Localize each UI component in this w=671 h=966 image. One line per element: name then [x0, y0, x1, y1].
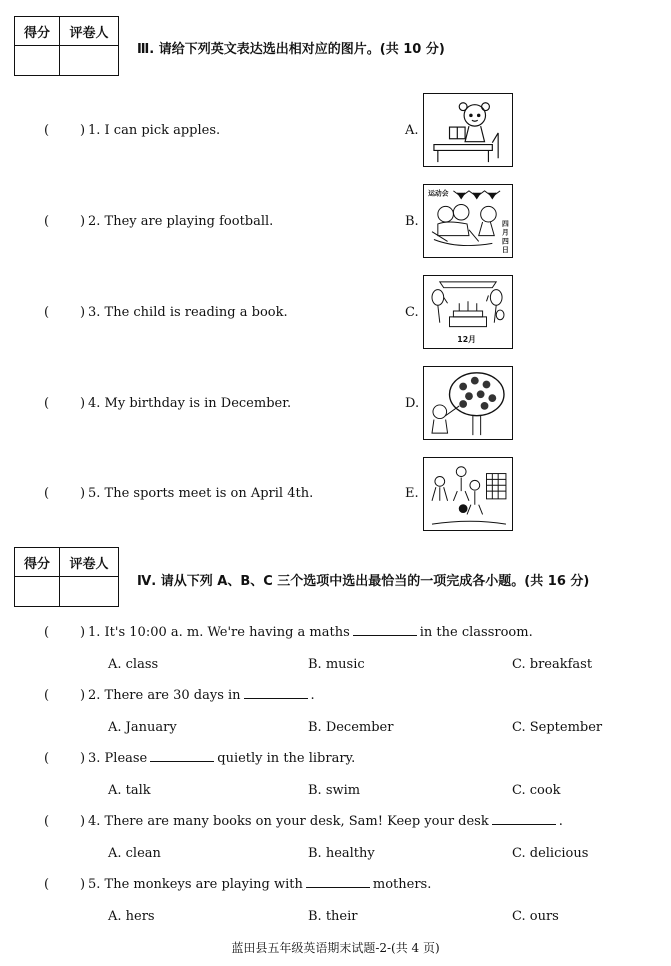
picture-b [423, 184, 513, 258]
picture-letter-e: E. [405, 486, 419, 501]
child-reading-book-icon [424, 94, 512, 166]
answer-bracket[interactable]: ( ) [44, 123, 86, 138]
picture-c [423, 275, 513, 349]
sports-meet-calendar-icon [424, 185, 512, 257]
date-char-4: 日 [502, 246, 509, 255]
item-text: 2. They are playing football. [88, 214, 274, 229]
picture-e [423, 457, 513, 531]
grader-cell[interactable] [60, 577, 119, 607]
match-item-3 [44, 305, 288, 320]
score-table-section3 [14, 16, 119, 76]
option-5b[interactable]: B. their [308, 909, 358, 924]
match-item-2 [44, 214, 273, 229]
answer-bracket[interactable]: ( ) [44, 486, 86, 501]
item-text: 3. The child is reading a book. [88, 305, 288, 320]
question-4: ( ) 4. There are many books on your desk, Sam! Keep your desk . [44, 814, 563, 829]
picture-letter-d: D. [405, 396, 420, 411]
score-cell[interactable] [15, 577, 60, 607]
picture-a [423, 93, 513, 167]
section4-title: Ⅳ. 请从下列 A、B、C 三个选项中选出最恰当的一项完成各小题。(共 16 分) [137, 574, 590, 589]
question-5: ( ) 5. The monkeys are playing with mothers. [44, 877, 432, 892]
answer-bracket[interactable]: ( ) [44, 305, 86, 320]
section3-title: Ⅲ. 请给下列英文表达选出相对应的图片。(共 10 分) [137, 42, 445, 57]
option-1c[interactable]: C. breakfast [512, 657, 593, 672]
question-1: ( ) 1. It's 10:00 a. m. We're having a maths in the classroom. [44, 625, 533, 640]
answer-blank[interactable] [306, 877, 370, 888]
option-2b[interactable]: B. December [308, 720, 394, 735]
answer-blank[interactable] [150, 751, 214, 762]
picture-letter-b: B. [405, 214, 419, 229]
question-2: ( ) 2. There are 30 days in . [44, 688, 315, 703]
score-table-section4 [14, 547, 119, 607]
option-3b[interactable]: B. swim [308, 783, 361, 798]
answer-bracket[interactable]: ( ) [44, 396, 86, 411]
sports-meet-caption: 运动会 [428, 189, 449, 198]
option-3c[interactable]: C. cook [512, 783, 561, 798]
picture-letter-c: C. [405, 305, 419, 320]
answer-bracket[interactable]: ( ) [44, 814, 86, 829]
score-label: 得分 [15, 548, 60, 577]
option-4b[interactable]: B. healthy [308, 846, 375, 861]
children-playing-football-icon [424, 458, 512, 530]
grader-cell[interactable] [60, 46, 119, 76]
match-item-5 [44, 486, 313, 501]
option-3a[interactable]: A. talk [108, 783, 151, 798]
month-caption: 12月 [457, 335, 476, 345]
option-4a[interactable]: A. clean [108, 846, 161, 861]
page-footer: 蓝田县五年级英语期末试题-2-(共 4 页) [231, 941, 440, 955]
question-3: ( ) 3. Please quietly in the library. [44, 751, 356, 766]
answer-blank[interactable] [244, 688, 308, 699]
item-text: 1. I can pick apples. [88, 123, 221, 138]
option-2c[interactable]: C. September [512, 720, 603, 735]
match-item-4 [44, 396, 291, 411]
answer-bracket[interactable]: ( ) [44, 625, 86, 640]
option-1b[interactable]: B. music [308, 657, 365, 672]
grader-label: 评卷人 [60, 17, 119, 46]
answer-bracket[interactable]: ( ) [44, 877, 86, 892]
answer-blank[interactable] [492, 814, 556, 825]
birthday-cake-icon [424, 276, 512, 348]
apple-tree-picking-icon [424, 367, 512, 439]
score-cell[interactable] [15, 46, 60, 76]
date-char-1: 四 [502, 219, 509, 228]
score-label: 得分 [15, 17, 60, 46]
answer-bracket[interactable]: ( ) [44, 751, 86, 766]
option-5c[interactable]: C. ours [512, 909, 559, 924]
date-char-3: 四 [502, 237, 509, 246]
answer-bracket[interactable]: ( ) [44, 688, 86, 703]
grader-label: 评卷人 [60, 548, 119, 577]
option-2a[interactable]: A. January [108, 720, 177, 735]
option-1a[interactable]: A. class [108, 657, 159, 672]
option-5a[interactable]: A. hers [108, 909, 155, 924]
picture-d [423, 366, 513, 440]
answer-blank[interactable] [353, 625, 417, 636]
date-char-2: 月 [502, 228, 509, 237]
picture-letter-a: A. [405, 123, 419, 138]
item-text: 5. The sports meet is on April 4th. [88, 486, 314, 501]
option-4c[interactable]: C. delicious [512, 846, 589, 861]
match-item-1 [44, 123, 220, 138]
answer-bracket[interactable]: ( ) [44, 214, 86, 229]
item-text: 4. My birthday is in December. [88, 396, 292, 411]
